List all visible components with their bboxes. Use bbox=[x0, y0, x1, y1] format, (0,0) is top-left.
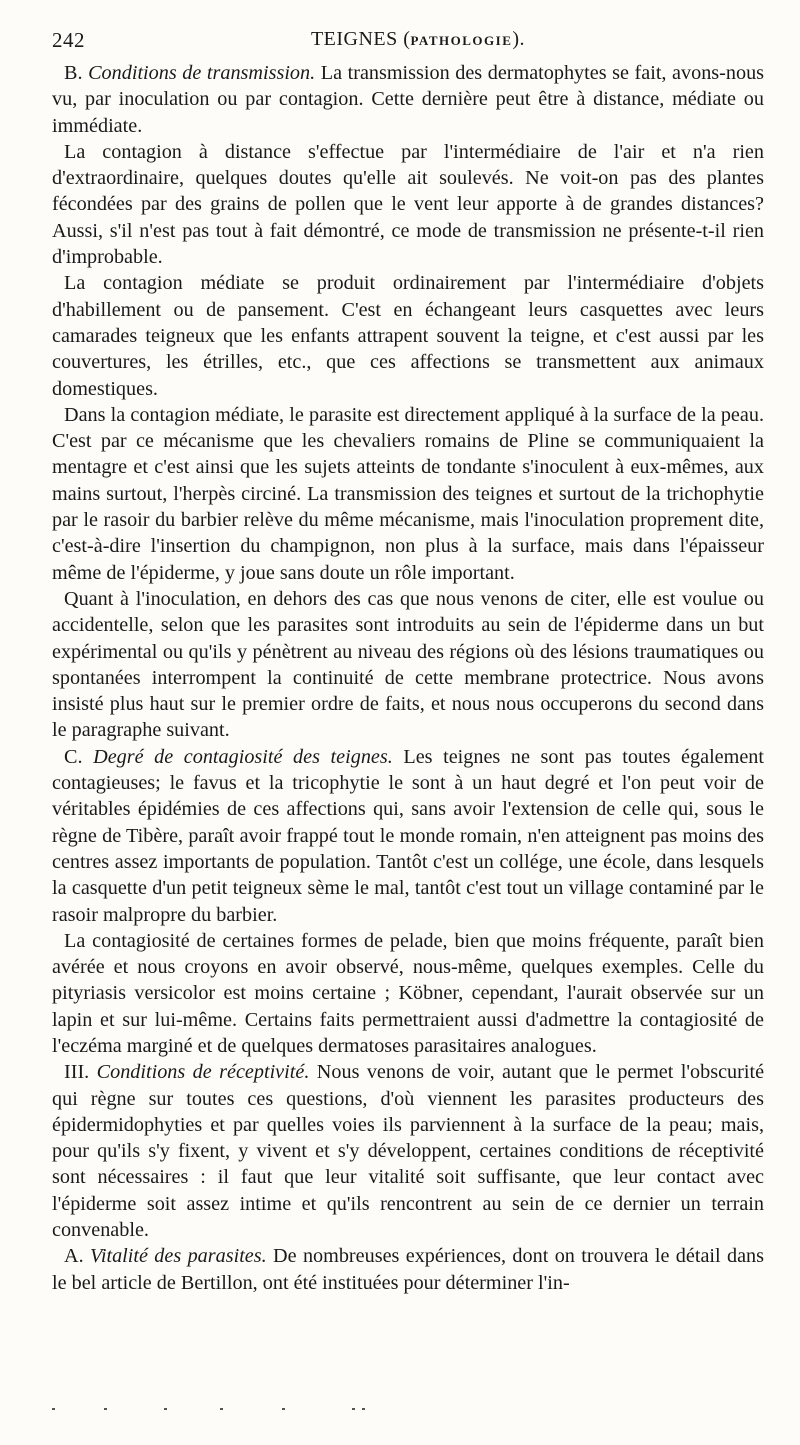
print-speck bbox=[362, 1408, 365, 1410]
page-header bbox=[52, 24, 764, 60]
section-label: Vitalité des parasites. bbox=[90, 1245, 267, 1268]
paragraph-text: Quant à l'inoculation, en dehors des cas que nous venons de citer, elle est voulue ou accidentelle, selon que les parasites sont introduits au sein de l'épiderme dans un but expérimental ou qu'ils y pénètrent au niveau des régions où des lésions traumatiques ou spontanées interrompent la continuité de cette membrane protectrice. Nous avons insisté plus haut sur le premier ordre de faits, et nous nous occuperons du second dans le paragraphe suivant. bbox=[52, 587, 764, 742]
paragraph bbox=[52, 1059, 764, 1243]
paragraph bbox=[52, 586, 764, 744]
section-marker: B. bbox=[64, 62, 83, 84]
page-specks bbox=[52, 1408, 764, 1418]
paragraph bbox=[52, 744, 764, 928]
paragraph bbox=[52, 928, 764, 1059]
paragraph-text: De nombreuses expériences, dont on trouvera le détail dans le bel article de Bertillon, ont été instituées pour déterminer l'in- bbox=[52, 1245, 765, 1294]
paragraph-text: Nous venons de voir, autant que le permet l'obscurité qui règne sur toutes ces questions, d'où viennent les parasites producteurs des épidermidophyties et par quelles voies ils parviennent à la surface de la peau; mais, pour qu'ils s'y fixent, y vivent et s'y développent, certaines conditions de réceptivité sont nécessaires : il faut que leur vitalité soit suffisante, que leur contact avec l'épiderme soit assez intime et qu'ils rencontrent au sein de ce dernier un terrain convenable. bbox=[52, 1061, 765, 1242]
section-label: Degré de contagiosité des teignes. bbox=[93, 745, 393, 768]
paragraph bbox=[52, 402, 764, 586]
paragraph-text: La contagiosité de certaines formes de pelade, bien que moins fréquente, paraît bien avérée et nous croyons en avoir observé, nous-même, quelques exemples. Celle du pityriasis versicolor est moins certaine ; Köbner, cependant, l'aurait observée sur un lapin et sur lui-même. Certains faits permettraient aussi d'admettre la contagiosité de l'eczéma marginé et de quelques dermatoses parasitaires analogues. bbox=[52, 929, 764, 1057]
paragraph-text: La transmission des dermatophytes se fait, avons-nous vu, par inoculation ou par contagion. Cette dernière peut être à distance, médiate ou immédiate. bbox=[52, 62, 765, 137]
paragraph bbox=[52, 60, 764, 139]
running-head-paren-open: ( bbox=[403, 28, 411, 50]
print-speck bbox=[282, 1408, 285, 1410]
running-head-title: TEIGNES bbox=[310, 28, 398, 50]
running-head bbox=[52, 28, 764, 51]
paragraph-text: La contagion médiate se produit ordinairement par l'intermédiaire d'objets d'habillement ou de pansement. C'est en échangeant leurs casquettes avec leurs camarades teigneux que les enfants attrapent souvent la teigne, et c'est aussi par les couvertures, les étrilles, etc., que ces affections se transmettent aux animaux domestiques. bbox=[52, 272, 764, 400]
paragraph-text: Dans la contagion médiate, le parasite est directement appliqué à la surface de la peau. C'est par ce mécanisme que les chevaliers romains de Pline se communiquaient la mentagre et c'est ainsi que les sujets atteints de tondante s'inoculent à eux-mêmes, aux mains surtout, l'herpès circiné. La transmission des teignes et surtout de la trichophytie par le rasoir du barbier relève du même mécanisme, mais l'inoculation proprement dite, c'est-à-dire l'insertion du champignon, non plus à la surface, mais dans l'épaisseur même de l'épiderme, y joue sans doute un rôle important. bbox=[52, 403, 764, 584]
print-speck bbox=[352, 1408, 355, 1410]
body-text bbox=[52, 60, 764, 1296]
print-speck bbox=[220, 1408, 223, 1410]
print-speck bbox=[52, 1408, 55, 1410]
section-label: Conditions de transmission. bbox=[88, 62, 316, 84]
paragraph bbox=[52, 139, 764, 270]
section-label: Conditions de réceptivité. bbox=[96, 1061, 310, 1084]
running-head-subtitle: PATHOLOGIE bbox=[410, 33, 513, 48]
running-head-paren-close: ). bbox=[512, 28, 526, 50]
print-speck bbox=[164, 1408, 167, 1410]
print-speck bbox=[104, 1408, 107, 1410]
paragraph bbox=[52, 270, 764, 401]
section-marker: A. bbox=[64, 1245, 84, 1268]
section-marker: C. bbox=[64, 745, 83, 768]
paragraph-text: La contagion à distance s'effectue par l'intermédiaire de l'air et n'a rien d'extraordinaire, quelques doutes qu'elle ait soulevés. Ne voit-on pas des plantes fécondées par des grains de pollen que le vent leur apporte à de grandes distances? Aussi, s'il n'est pas tout à fait démontré, ce mode de transmission ne présente-t-il rien d'improbable. bbox=[52, 140, 764, 269]
paragraph-text: Les teignes ne sont pas toutes également contagieuses; le favus et la tricophytie le sont à un haut degré et l'on peut voir de véritables épidémies de ces affections qui, sans avoir l'extension de celle qui, sous le règne de Tibère, paraît avoir frappé tout le monde romain, n'en atteignent pas moins des centres assez importants de population. Tantôt c'est un collége, une école, dans lesquels la casquette d'un petit teigneux sème le mal, tantôt c'est tout un village contaminé par le rasoir malpropre du barbier. bbox=[52, 745, 765, 926]
section-marker: III. bbox=[64, 1061, 90, 1084]
paragraph bbox=[52, 1243, 764, 1296]
page-number: 242 bbox=[52, 28, 85, 52]
